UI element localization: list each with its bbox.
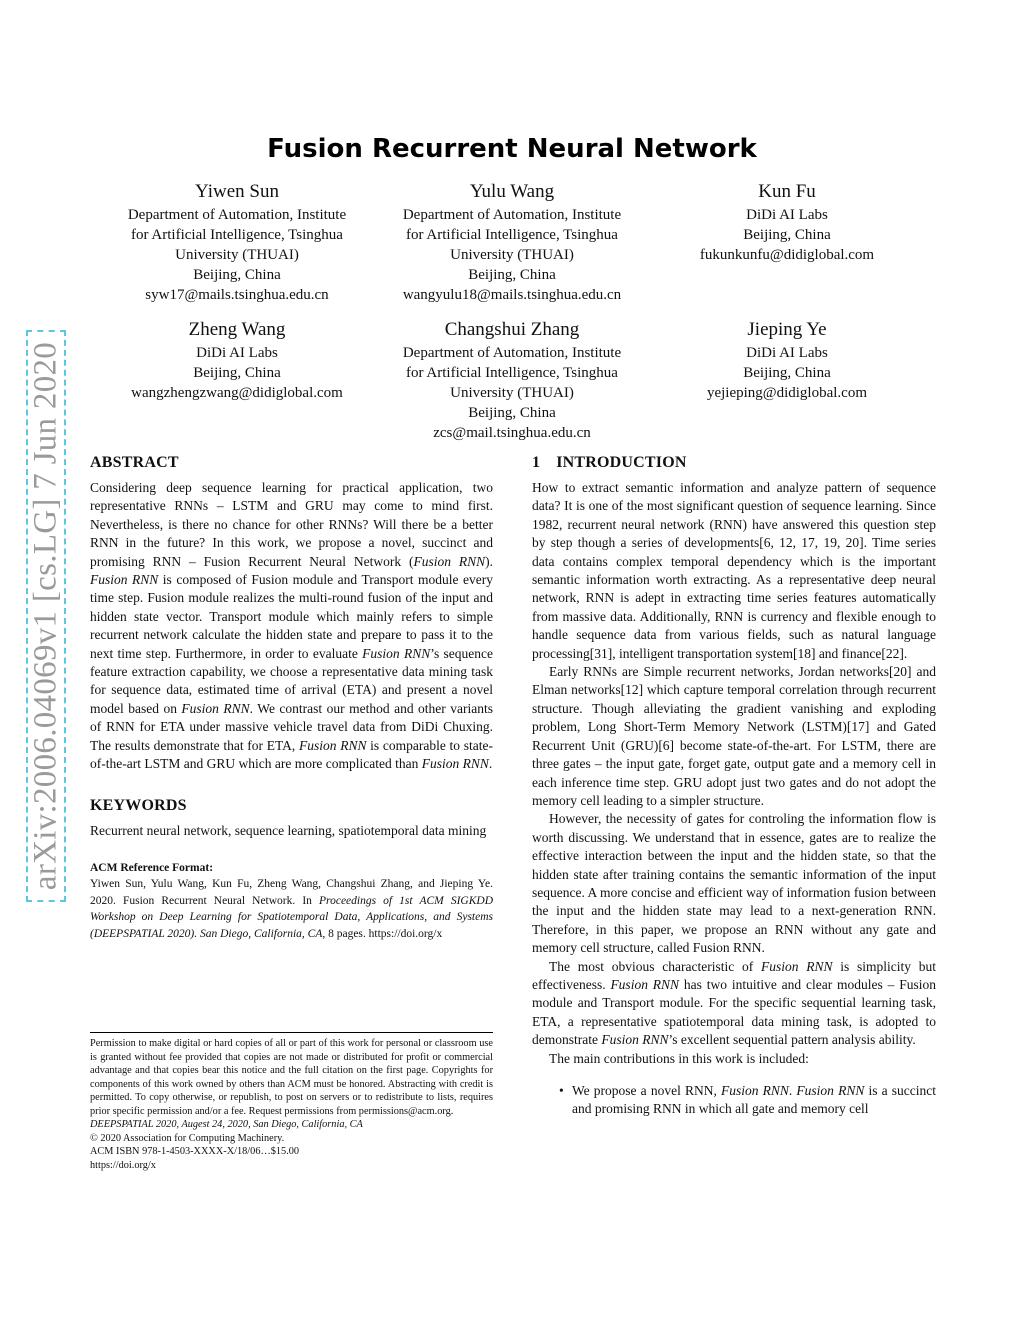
author-name: Jieping Ye [747,319,827,340]
author-email: fukunkunfu@didiglobal.com [699,247,875,263]
author-email: syw17@mails.tsinghua.edu.cn [145,287,329,303]
author-affiliation: Department of Automation, Institute [402,207,622,223]
author-affiliation: for Artificial Intelligence, Tsinghua [131,227,343,243]
author-location: Beijing, China [743,227,831,243]
arxiv-stamp-text[interactable]: arXiv:2006.04069v1 [cs.LG] 7 Jun 2020 [27,341,64,891]
intro-paragraph: The most obvious characteristic of Fusion RNN is simplicity but effectiveness. Fusion RNN has two intuitive and clear modules – Fusion module and Transport module. For the specific sequential learning task, ETA, a representative spatiotemporal data mining task, is adopted to demonstrate Fusion RNN’s excellent sequential pattern analysis ability. [532,958,936,1048]
acm-reference-heading: ACM Reference Format: [90,861,214,874]
author-affiliation: Department of Automation, Institute [127,207,347,223]
bullet-icon: • [559,1083,564,1098]
author-affiliation: University (THUAI) [450,385,574,401]
footnote-divider [90,1032,493,1033]
introduction-heading [532,453,936,473]
author-affiliation: DiDi AI Labs [196,345,278,361]
acm-reference-text: Yiwen Sun, Yulu Wang, Kun Fu, Zheng Wang, Changshui Zhang, and Jieping Ye. 2020. Fusion Recurrent Neural Network. In Proceedings of 1st ACM SIGKDD Workshop on Deep Learning for Spatiotemporal Data, Applications, and Systems (DEEPSPATIAL 2020). San Diego, California, CA, 8 pages. https://doi.org/x [90,877,494,940]
author-email: wangyulu18@mails.tsinghua.edu.cn [402,287,622,303]
author-block [372,180,652,305]
author-block [647,180,927,265]
paper-title: Fusion Recurrent Neural Network [267,134,757,164]
arxiv-stamp[interactable] [26,330,66,902]
author-affiliation: DiDi AI Labs [746,207,828,223]
author-affiliation: DiDi AI Labs [746,345,828,361]
intro-paragraph: How to extract semantic information and analyze pattern of sequence data? It is one of the most significant question of sequence learning. Since 1982, recurrent neural network (RNN) have answered this question step by step though a series of developments[6, 12, 17, 19, 20]. Time series data contains complex temporal dependency which is the important semantic information worth extracting. As a representative deep neural network, RNN is adept in extracting time series features automatically from massive data. Additionally, RNN is currency and flexible enough to handle sequence data from various fields, such as natural language processing[31], intelligent transportation system[18] and finance[22]. [532,480,936,661]
section-title: INTRODUCTION [556,454,687,471]
author-affiliation: for Artificial Intelligence, Tsinghua [406,365,618,381]
copyright-footnote [90,1037,493,1172]
keywords-text: Recurrent neural network, sequence learning, spatiotemporal data mining [90,822,487,838]
author-name: Changshui Zhang [444,319,580,340]
author-name: Kun Fu [758,181,816,202]
contributions-list [532,1082,936,1119]
author-affiliation: for Artificial Intelligence, Tsinghua [406,227,618,243]
author-name: Zheng Wang [188,319,286,340]
keywords-heading: KEYWORDS [90,796,187,814]
author-location: Beijing, China [193,267,281,283]
author-block [647,318,927,403]
author-name: Yiwen Sun [195,181,279,202]
right-column [532,453,936,1119]
author-block [372,318,652,443]
isbn-line: ACM ISBN 978-1-4503-XXXX-X/18/06…$15.00 [90,1146,300,1157]
author-block [97,318,377,403]
author-affiliation: University (THUAI) [450,247,574,263]
intro-paragraph: However, the necessity of gates for controling the information flow is worth discussing. We understand that in essence, gates are to realize the effective interaction between the input and the hidden state, so that the hidden state after training contains the semantic information of the input sequence. A more concise and efficient way of information fusion between the input and the hidden state may lead to a next-generation RNN. Therefore, in this paper, we propose an RNN without any gate and memory cell structure, called Fusion RNN. [532,811,936,956]
abstract-text: Considering deep sequence learning for practical application, two representative RNNs – LSTM and GRU may come to mind first. Nevertheless, is there no chance for other RNNs? Will there be a better RNN in the future? In this work, we propose a novel, succinct and promising RNN – Fusion Recurrent Neural Network (Fusion RNN). Fusion RNN is composed of Fusion module and Transport module every time step. Fusion module realizes the multi-round fusion of the input and hidden state vector. Transport module which mainly refers to simple recurrent network calculate the hidden state and prepare to pass it to the next time step. Furthermore, in order to evaluate Fusion RNN’s sequence feature extraction capability, we choose a representative data mining task for sequence data, estimated time of arrival (ETA) and present a novel model based on Fusion RNN. We contrast our method and other variants of RNN for ETA under massive vehicle travel data from DiDi Chuxing. The results demonstrate that for ETA, Fusion RNN is comparable to state-of-the-art LSTM and GRU which are more complicated than Fusion RNN. [90,480,494,772]
author-block [97,180,377,305]
list-item: • We propose a novel RNN, Fusion RNN. Fusion RNN is a succinct and promising RNN in which all gate and memory cell [559,1083,936,1117]
author-email: zcs@mail.tsinghua.edu.cn [433,425,591,441]
author-location: Beijing, China [468,405,556,421]
author-affiliation: University (THUAI) [175,247,299,263]
author-email: wangzhengzwang@didiglobal.com [131,385,343,401]
permission-notice: Permission to make digital or hard copies of all or part of this work for personal or classroom use is granted without fee provided that copies are not made or distributed for profit or commercial advantage and that copies bear this notice and the full citation on the first page. Copyrights for components of this work owned by others than ACM must be honored. Abstracting with credit is permitted. To copy otherwise, or republish, to post on servers or to redistribute to lists, requires prior specific permission and/or a fee. Request permissions from permissions@acm.org. [90,1038,493,1117]
abstract-heading: ABSTRACT [90,454,179,471]
author-location: Beijing, China [468,267,556,283]
left-column [90,453,493,942]
author-location: Beijing, China [193,365,281,381]
intro-paragraph: Early RNNs are Simple recurrent networks, Jordan networks[20] and Elman networks[12] which capture temporal correlation through recurrent structure. Though alleviating the gradient vanishing and exploding problem, Long Short-Term Memory Network (LSTM)[17] and Gated Recurrent Unit (GRU)[6] become state-of-the-art. For LSTM, there are three gates – the input gate, forget gate, output gate and a memory cell in each inference time step. GRU adopt just two gates and do not adopt the memory cell leading to a simpler structure. [532,664,936,808]
venue-line: DEEPSPATIAL 2020, Augest 24, 2020, San Diego, California, CA [90,1119,363,1130]
author-affiliation: Department of Automation, Institute [402,345,622,361]
intro-paragraph: The main contributions in this work is included: [549,1050,809,1066]
section-number: 1 [532,454,541,471]
copyright-line: © 2020 Association for Computing Machinery. [90,1132,285,1144]
author-name: Yulu Wang [469,181,555,202]
author-location: Beijing, China [743,365,831,381]
doi-link[interactable]: https://doi.org/x [90,1159,156,1171]
author-email: yejieping@didiglobal.com [706,385,868,401]
